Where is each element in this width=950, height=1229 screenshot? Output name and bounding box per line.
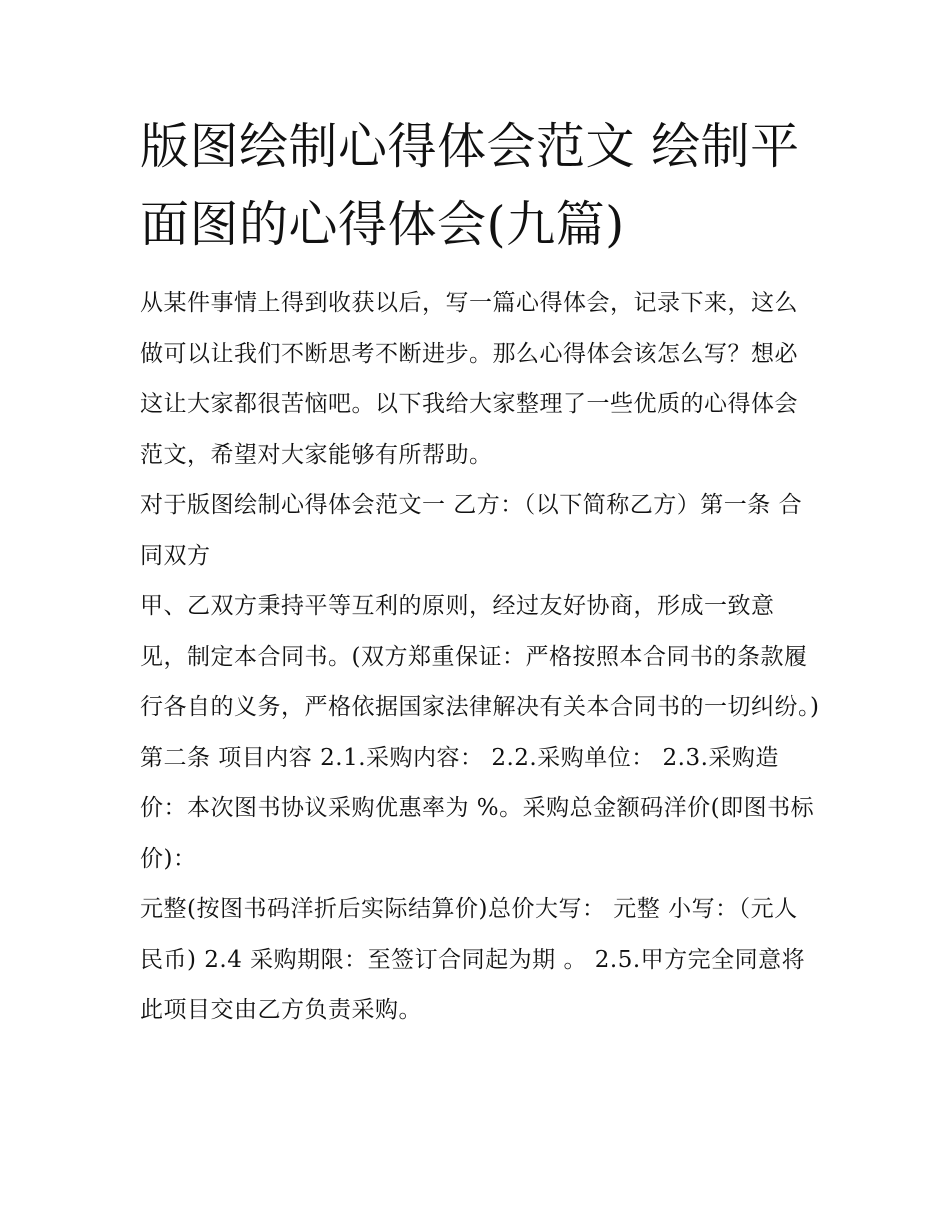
paragraph-total-price: 元整(按图书码洋折后实际结算价)总价大写： 元整 小写：（元人民币) 2.4 采购期限：至签订合同起为期 。 2.5.甲方完全同意将此项目交由乙方负责采购。 xyxy=(140,896,806,1023)
document-body xyxy=(140,108,820,1036)
document-title: 版图绘制心得体会范文 绘制平面图的心得体会(九篇) xyxy=(140,118,800,253)
paragraph-project-content: 第二条 项目内容 2.1.采购内容： 2.2.采购单位： 2.3.采购造价：本次图书协议采购优惠率为 %。采购总金额码洋价(即图书标价)： xyxy=(140,744,815,872)
paragraph-parties: 对于版图绘制心得体会范文一 乙方：（以下简称乙方）第一条 合同双方 xyxy=(140,492,803,569)
paragraph-principle: 甲、乙双方秉持平等互利的原则，经过友好协商，形成一致意见，制定本合同书。(双方郑重保证：严格按照本合同书的条款履行各自的义务，严格依据国家法律解决有关本合同书的一切纠纷。) xyxy=(140,593,820,720)
paragraph-intro: 从某件事情上得到收获以后，写一篇心得体会，记录下来，这么做可以让我们不断思考不断进步。那么心得体会该怎么写？想必这让大家都很苦恼吧。以下我给大家整理了一些优质的心得体会范文，希望对大家能够有所帮助。 xyxy=(140,290,798,468)
